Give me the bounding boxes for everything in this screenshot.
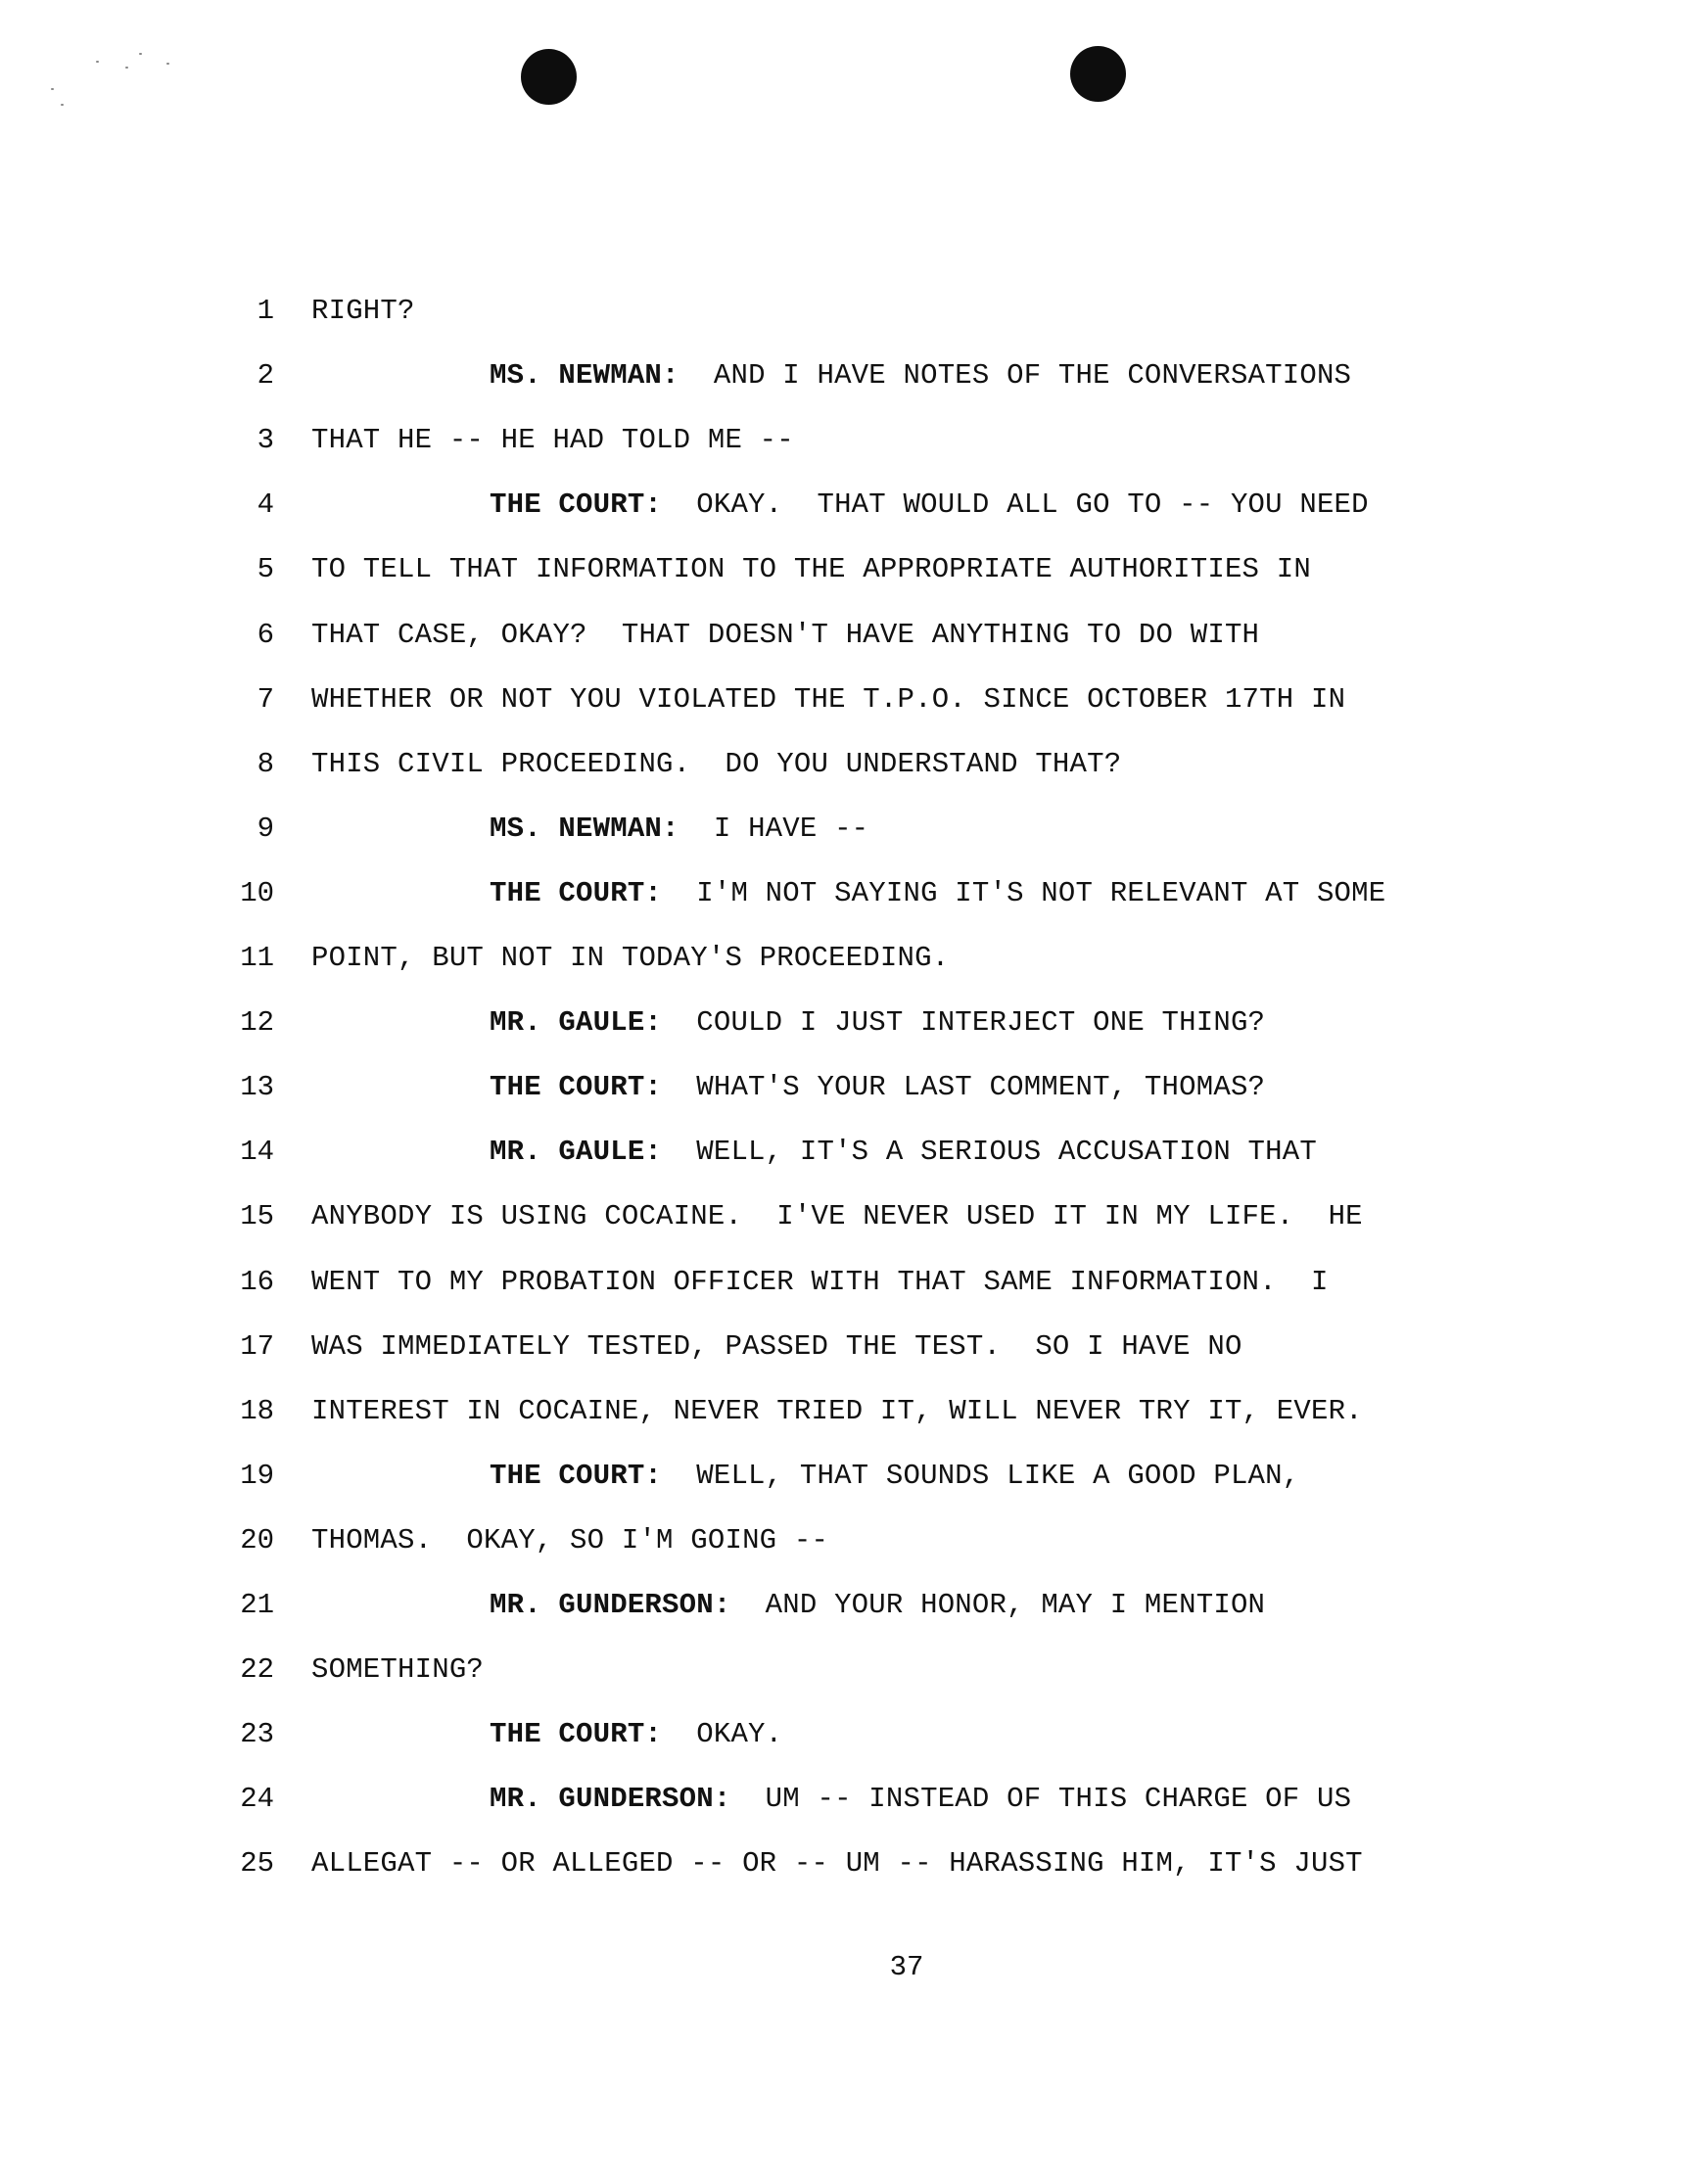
line-text [311,1327,1242,1367]
transcript-line [0,1844,1686,1883]
spoken-text: WELL, THAT SOUNDS LIKE A GOOD PLAN, [696,1459,1300,1492]
transcript-line [0,939,1686,978]
transcript-line [0,1263,1686,1302]
scan-speck [96,61,99,63]
speaker-label: THE COURT: [490,488,663,522]
transcript-line [0,1392,1686,1431]
spoken-text: AND I HAVE NOTES OF THE CONVERSATIONS [713,359,1352,393]
line-text [311,1650,484,1690]
transcript-line [0,1780,1686,1819]
spoken-text: WELL, IT'S A SERIOUS ACCUSATION THAT [696,1136,1317,1169]
speaker-label: THE COURT: [490,1071,663,1104]
line-number: 19 [240,1459,274,1492]
line-text [311,550,1311,589]
line-number: 23 [240,1718,274,1751]
line-number: 3 [257,424,274,457]
scan-speck [139,53,142,55]
transcript-line [0,874,1686,913]
spoken-text: I HAVE -- [713,812,869,845]
transcript-line [0,810,1686,849]
transcript-line [0,1003,1686,1043]
transcript-line [0,1586,1686,1625]
scan-speck [125,67,128,69]
speaker-label: THE COURT: [490,1459,663,1492]
line-number: 14 [240,1136,274,1169]
line-number: 7 [257,682,274,716]
scan-speck [166,63,169,65]
transcript-line [0,745,1686,784]
line-number: 18 [240,1394,274,1427]
line-text [490,810,868,849]
spoken-text: POINT, BUT NOT IN TODAY'S PROCEEDING. [311,942,950,974]
line-text [311,1521,828,1560]
line-number: 6 [257,618,274,651]
punch-hole-left [521,49,577,105]
spoken-text: WENT TO MY PROBATION OFFICER WITH THAT SAME INFORMATION. I [311,1265,1329,1298]
spoken-text: RIGHT? [311,295,415,327]
transcript-line [0,1457,1686,1496]
spoken-text: ALLEGAT -- OR ALLEGED -- OR -- UM -- HARASSING HIM, IT'S JUST [311,1847,1363,1881]
spoken-text: WHETHER OR NOT YOU VIOLATED THE T.P.O. SINCE OCTOBER 17TH IN [311,682,1346,716]
transcript-line [0,1521,1686,1560]
line-text [490,1780,1351,1819]
line-text [490,874,1385,913]
line-number: 10 [240,876,274,909]
speaker-label: THE COURT: [490,1718,663,1751]
line-text [490,1003,1265,1043]
line-number: 11 [240,942,274,974]
line-text [490,1586,1265,1625]
speaker-label: MR. GAULE: [490,1006,663,1040]
line-text [311,421,794,460]
line-number: 2 [257,359,274,393]
spoken-text: OKAY. [696,1718,783,1751]
spoken-text: COULD I JUST INTERJECT ONE THING? [696,1006,1266,1040]
line-text [490,356,1351,395]
line-number: 13 [240,1071,274,1104]
line-number: 8 [257,747,274,780]
line-number: 9 [257,812,274,845]
spoken-text: THAT HE -- HE HAD TOLD ME -- [311,424,794,457]
line-number: 22 [240,1653,274,1687]
line-text [490,1133,1317,1172]
transcript-line [0,616,1686,655]
speaker-label: MR. GUNDERSON: [490,1783,731,1816]
spoken-text: THOMAS. OKAY, SO I'M GOING -- [311,1523,829,1557]
line-number: 5 [257,553,274,586]
line-text [311,1844,1363,1883]
line-number: 21 [240,1589,274,1621]
line-text [490,1715,782,1754]
page-number: 37 [889,1951,924,1983]
transcript-line [0,356,1686,395]
transcript-line [0,550,1686,589]
spoken-text: UM -- INSTEAD OF THIS CHARGE OF US [765,1783,1352,1816]
line-number: 16 [240,1265,274,1298]
spoken-text: SOMETHING? [311,1653,485,1687]
line-number: 17 [240,1329,274,1363]
transcript-line [0,1327,1686,1367]
line-text [311,1392,1363,1431]
speaker-label: MR. GAULE: [490,1136,663,1169]
transcript-line [0,1068,1686,1107]
transcript-line [0,421,1686,460]
spoken-text: I'M NOT SAYING IT'S NOT RELEVANT AT SOME [696,876,1386,909]
spoken-text: THAT CASE, OKAY? THAT DOESN'T HAVE ANYTHING TO DO WITH [311,618,1260,651]
line-text [311,745,1121,784]
transcript-line [0,292,1686,331]
line-number: 15 [240,1200,274,1233]
speaker-label: MS. NEWMAN: [490,359,679,393]
line-number: 4 [257,488,274,522]
spoken-text: WAS IMMEDIATELY TESTED, PASSED THE TEST. SO I HAVE NO [311,1329,1242,1363]
scan-specks [49,49,196,117]
spoken-text: THIS CIVIL PROCEEDING. DO YOU UNDERSTAND THAT? [311,747,1122,780]
line-text [311,939,949,978]
line-number: 1 [257,295,274,327]
speaker-label: THE COURT: [490,876,663,909]
transcript-line [0,1650,1686,1690]
spoken-text: TO TELL THAT INFORMATION TO THE APPROPRIATE AUTHORITIES IN [311,553,1311,586]
transcript-line [0,1133,1686,1172]
line-text [311,616,1259,655]
line-text [311,1263,1329,1302]
line-number: 25 [240,1847,274,1881]
line-text [490,486,1369,525]
punch-hole-right [1070,46,1126,102]
transcript-line [0,1715,1686,1754]
line-text [311,1197,1363,1236]
transcript-line [0,486,1686,525]
scan-speck [51,88,54,90]
line-number: 12 [240,1006,274,1040]
spoken-text: ANYBODY IS USING COCAINE. I'VE NEVER USED IT IN MY LIFE. HE [311,1200,1363,1233]
line-text [490,1068,1265,1107]
spoken-text: OKAY. THAT WOULD ALL GO TO -- YOU NEED [696,488,1369,522]
line-number: 20 [240,1523,274,1557]
line-text [490,1457,1299,1496]
spoken-text: AND YOUR HONOR, MAY I MENTION [765,1589,1266,1621]
speaker-label: MS. NEWMAN: [490,812,679,845]
transcript-line [0,1197,1686,1236]
line-text [311,292,415,331]
transcript-line [0,680,1686,720]
spoken-text: INTEREST IN COCAINE, NEVER TRIED IT, WILL NEVER TRY IT, EVER. [311,1394,1363,1427]
line-number: 24 [240,1783,274,1816]
line-text [311,680,1345,720]
scan-speck [61,104,64,106]
speaker-label: MR. GUNDERSON: [490,1589,731,1621]
spoken-text: WHAT'S YOUR LAST COMMENT, THOMAS? [696,1071,1266,1104]
